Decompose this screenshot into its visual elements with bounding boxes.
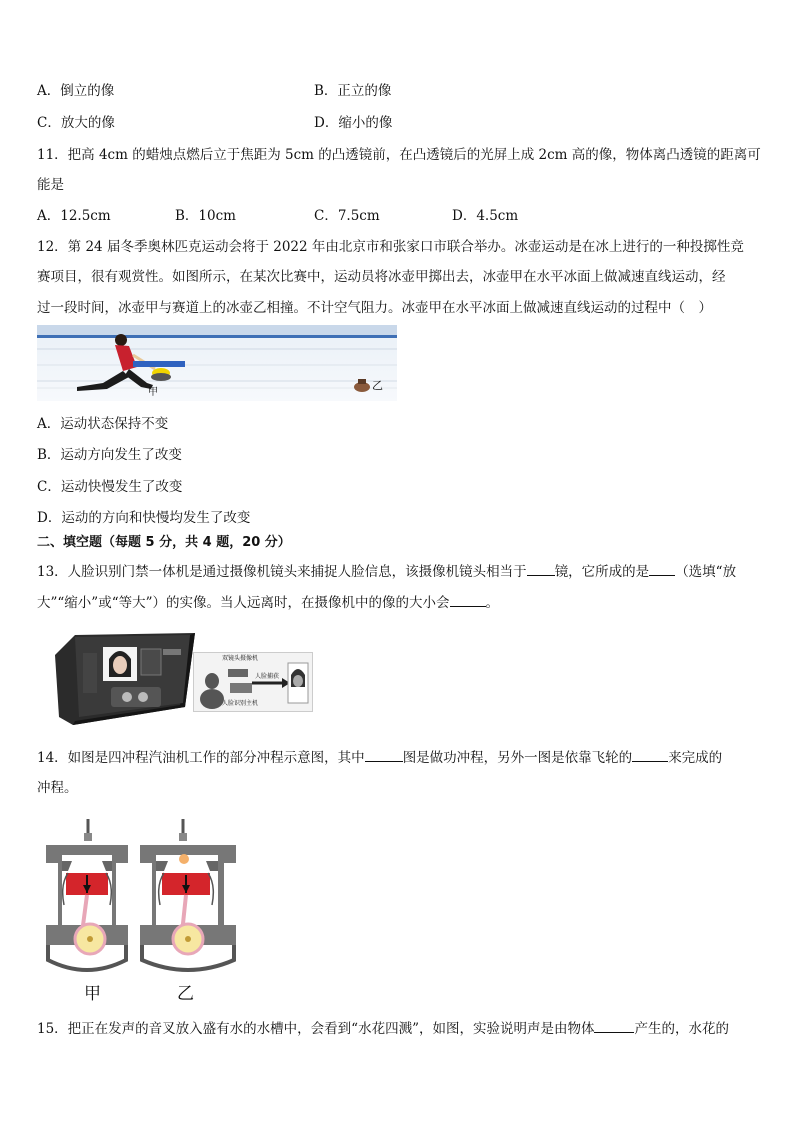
curling-illustration <box>37 325 397 401</box>
capture-label-host: 人脸识别主机 <box>222 700 259 707</box>
q12-text-line1: 12．第 24 届冬季奥林匹克运动会将于 2022 年由北京市和张家口市联合举办。冰壶运动是在冰上进行的一种投掷性竞 <box>37 239 744 255</box>
q13-blank-2[interactable] <box>649 561 675 576</box>
q12-text-line2: 赛项目，很有观赏性。如图所示，在某次比赛中，运动员将冰壶甲掷出去，冰壶甲在水平冰面上做减速直线运动，经 <box>37 269 726 285</box>
q15-text-part1: 15．把正在发声的音叉放入盛有水的水槽中，会看到“水花四溅”，如图，实验说明声是由物体 <box>37 1021 595 1037</box>
q14-text-line2: 冲程。 <box>37 780 78 796</box>
q11-option-d: D．4.5cm <box>452 208 519 224</box>
q13-text-part2: 镜，它所成的是 <box>554 564 650 580</box>
q14-text-part3: 来完成的 <box>668 750 723 766</box>
engine-label-b: 乙 <box>177 984 194 1004</box>
q12-option-d: D．运动的方向和快慢均发生了改变 <box>37 510 251 526</box>
q13-blank-1[interactable] <box>527 561 555 576</box>
q11-option-a: A．12.5cm <box>37 208 111 224</box>
q15-blank-1[interactable] <box>594 1018 634 1033</box>
q14-text-part2: 图是做功冲程，另外一图是依靠飞轮的 <box>402 750 633 766</box>
engine-b <box>140 819 236 970</box>
q10-option-c: C．放大的像 <box>37 115 115 131</box>
q10-option-b: B．正立的像 <box>314 83 392 99</box>
capture-label-capture: 人脸捕获 <box>255 673 280 680</box>
engine-figure <box>42 815 242 977</box>
q14-blank-2[interactable] <box>632 747 668 762</box>
engine-a <box>46 819 128 970</box>
q14-text-line1 <box>37 747 722 768</box>
q12-option-b: B．运动方向发生了改变 <box>37 447 182 463</box>
q15-text-part2: 产生的，水花的 <box>634 1021 729 1037</box>
q13-text-part1: 13．人脸识别门禁一体机是通过摄像机镜头来捕捉人脸信息，该摄像机镜头相当于 <box>37 564 527 580</box>
face-recognition-device <box>45 625 195 725</box>
curling-label-a: 甲 <box>148 387 158 398</box>
q13-text-line1 <box>37 561 736 582</box>
q13-text-part5: 。 <box>485 595 500 611</box>
q14-blank-1[interactable] <box>365 747 403 762</box>
q13-text-line2 <box>37 592 499 613</box>
q11-text-line1: 11．把高 4cm 的蜡烛点燃后立于焦距为 5cm 的凸透镜前，在凸透镜后的光屏上成 2cm 高的像，物体离凸透镜的距离可 <box>37 147 761 163</box>
q11-option-b: B．10cm <box>175 208 236 224</box>
q13-text-part4: 大”“缩小”或“等大”）的实像。当人远离时，在摄像机中的像的大小会 <box>37 595 450 611</box>
q14-text-part1: 14．如图是四冲程汽油机工作的部分冲程示意图，其中 <box>37 750 365 766</box>
q12-option-c: C．运动快慢发生了改变 <box>37 479 183 495</box>
curling-figure <box>37 325 397 401</box>
engine-diagrams <box>42 815 242 977</box>
face-terminal-illustration <box>45 625 195 725</box>
q12-text-line3: 过一段时间，冰壶甲与赛道上的冰壶乙相撞。不计空气阻力。冰壶甲在水平冰面上做减速直线运动的过程中（ ） <box>37 300 712 316</box>
q13-blank-3[interactable] <box>450 592 486 607</box>
engine-label-a: 甲 <box>84 984 101 1004</box>
q10-option-d: D．缩小的像 <box>314 115 393 131</box>
curling-label-b: 乙 <box>372 379 383 392</box>
capture-label-camera: 双镜头摄像机 <box>222 655 259 662</box>
section-title: 二、填空题（每题 5 分，共 4 题，20 分） <box>37 535 291 550</box>
q10-option-a: A．倒立的像 <box>37 83 115 99</box>
q15-text-line1 <box>37 1018 729 1039</box>
q11-option-c: C．7.5cm <box>314 208 380 224</box>
q12-option-a: A．运动状态保持不变 <box>37 416 169 432</box>
q13-text-part3: （选填“放 <box>675 564 737 580</box>
q11-text-line2: 能是 <box>37 177 64 193</box>
